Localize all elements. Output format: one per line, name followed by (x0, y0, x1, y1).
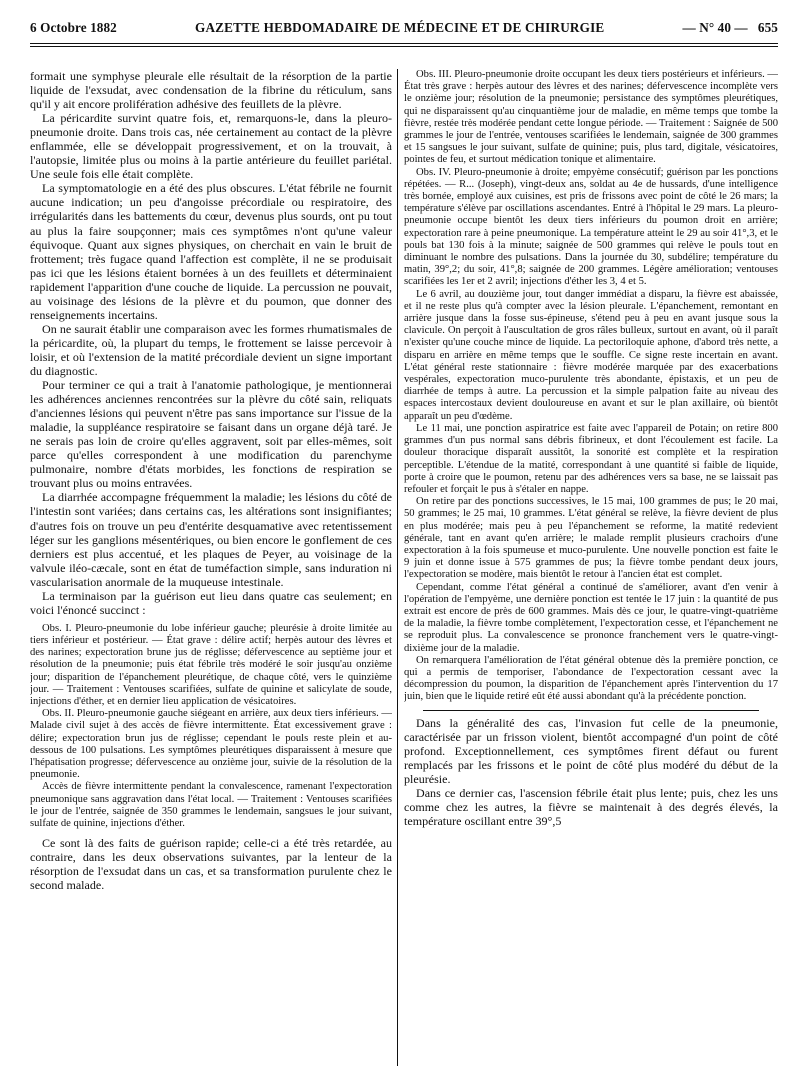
left-column-paragraph: Obs. I. Pleuro-pneumonie du lobe inférieur gauche; pleurésie à droite limitée au tiers inférieur et postérieur. — État grave : délire actif; herpès autour des lèvres et des narines; expectoration brune jus de réglisse; défervescence au septième jour et résolution de la pneumonie; puis état fébrile très modéré le soir jusqu'au onzième jour; disparition de l'épanchement pleurétique, de chaque côté, vers le quinzième jour. — Traitement : Ventouses scarifiées, sulfate de quinine et salicylate de soude, injections d'éther, et en dernier lieu application de vésicatoires. (30, 622, 392, 708)
left-column-paragraph: On ne saurait établir une comparaison avec les formes rhumatismales de la péricardite, où, la plupart du temps, le frottement se laisse percevoir à loisir, et où l'extension de la matité précordiale devient un signe important du diagnostic. (30, 321, 392, 378)
left-column-paragraph: Ce sont là des faits de guérison rapide; celle-ci a été très retardée, au contraire, dans les deux observations suivantes, par la lenteur de la résorption de l'exsudat dans un cas, et sa transformation purulente chez le second malade. (30, 836, 392, 893)
right-column-paragraph: On retire par des ponctions successives, le 15 mai, 100 grammes de pus; le 20 mai, 50 grammes; le 25 mai, 10 grammes. L'état général se relève, la fièvre devient de plus en plus modérée; mais peu à peu l'épanchement se reforme, la matité redevient générale, tant en avant qu'en arrière; le malade remplit plusieurs crachoirs d'une expectoration à la fois spumeuse et muco-purulente. Une nouvelle ponction est faite le 9 juin et donne issue à 575 grammes de pus; la fièvre tombe pendant deux jours, l'expectoration se modère, mais bientôt le retour à l'ancien état est complet. (404, 496, 778, 581)
journal-page (30, 20, 778, 1072)
right-column-paragraph: Obs. III. Pleuro-pneumonie droite occupant les deux tiers postérieurs et inférieurs. — État très grave : herpès autour des lèvres et des narines; défervescence incomplète vers le onzième jour; résolution de la pneumonie; persistance des symptômes pleurétiques, qui ne disparaissent qu'au cinquantième jour de maladie, en même temps que tombe la fièvre, restée très modérée pendant cette longue période. — Traitement : Saignée de 500 grammes le jour de l'entrée, ventouses scarifiées le lendemain, saignée de 300 grammes et 15 sangsues le jour suivant, sulfate de quinine; puis, plus tard, digitale, vésicatoires, pointes de feu, et surtout médication tonique et alimentaire. (404, 69, 778, 166)
left-column-paragraph: formait une symphyse pleurale elle résultait de la résorption de la partie liquide de l'exsudat, avec condensation de la fibrine du réticulum, sans qu'il y ait encore prolifération adhésive des feuillets de la plèvre. (30, 69, 392, 112)
column-divider (397, 69, 398, 1066)
left-column-paragraph: La péricardite survint quatre fois, et, remarquons-le, dans la pleuro-pneumonie droite. Dans trois cas, née certainement au contact de la plèvre enflammée, elle se développait progressivement, et on la trouvait, à l'autopsie, limitée plus ou moins à la partie antérieure du feuillet pariétal. Une seule fois elle était complète. (30, 111, 392, 182)
right-column-paragraph: On remarquera l'amélioration de l'état général obtenue dès la première ponction, ce qui a permis de temporiser, l'abondance de l'expectoration cessant avec la décompression du poumon, la disparition de l'épanchement après l'intervention du 17 juin, bien que le liquide retiré eût été aussi abondant qu'à la précédente ponction. (404, 654, 778, 703)
left-column-paragraph: La symptomatologie en a été des plus obscures. L'état fébrile ne fournit aucune indication; un peu d'angoisse précordiale ou respiratoire, des irrégularités dans les battements du cœur, devenus plus sourds, ont pu tout au plus la faire soupçonner; mais ces symptômes n'ont qu'une valeur équivoque. Quant aux signes physiques, on cherchait en vain le bruit de frottement; très fugace quand l'affection est complète, il ne se produisait pas ici que les lésions étaient bornées à un des feuillets et déterminaient rapidement l'apparition d'une couche de liquide. La percussion ne pouvait, au voisinage des lésions de la plèvre et du poumon, que donner des renseignements incertains. (30, 181, 392, 322)
left-column-paragraph: Accès de fièvre intermittente pendant la convalescence, ramenant l'expectoration pneumonique sans aggravation dans l'état local. — Traitement : Ventouses scarifiées le jour de l'entrée, saignée de 350 grammes le lendemain, sangsues le jour suivant, sulfate de quinine, injections d'éther. (30, 781, 392, 830)
header-journal-title: GAZETTE HEBDOMADAIRE DE MÉDECINE ET DE CHIRURGIE (194, 20, 605, 35)
right-column (404, 69, 778, 1072)
left-column (30, 69, 392, 1072)
right-column-paragraph: Le 11 mai, une ponction aspiratrice est faite avec l'appareil de Potain; on retire 800 grammes d'un pus normal sans débris fibrineux, et dont l'écoulement est facile. La douleur thoracique disparaît aussitôt, la sonorité est complète et la respiration perceptible. L'étendue de la matité, correspondant à une quantité si faible de liquide, porte à croire que le poumon, retenu par des adhérences vers sa base, ne se laissait pas refouler et forçait le pus à s'étaler en nappe. (404, 422, 778, 495)
right-column-paragraph: Cependant, comme l'état général a continué de s'améliorer, avant d'en venir à l'opération de l'empyème, une dernière ponction est tentée le 17 juin : la quantité de pus extrait est encore de près de 600 grammes. Mais dès ce jour, le quatre-vingt-quatrième de la maladie, la fièvre tombe complètement, l'expectoration cesse, et l'épanchement ne se reproduit plus. La convalescence se prononce franchement vers le quatre-vingt-dixième jour de la maladie. (404, 581, 778, 654)
right-column-paragraph: Obs. IV. Pleuro-pneumonie à droite; empyème consécutif; guérison par les ponctions répétées. — R... (Joseph), vingt-deux ans, soldat au 4e de hussards, d'une intelligence très bornée, employé aux cuisines, est pris de frissons avec point de côté le 26 mars; la température s'élève par oscillations ascendantes. Entré à l'hôpital le 29 mars. La pleuro-pneumonie occupe bientôt les deux tiers inférieurs du poumon droit en arrière; expectoration rare à peine pneumonique. La température atteint le 29 au soir 41°,3, et le pouls bat 130 fois à la minute; saignée de 500 grammes qui relève le pouls tout en diminuant le nombre des pulsations. Dans la journée du 30, subdélire; température du matin, 39°,2; du soir, 41°,8; saignée de 200 grammes. Légère amélioration; ventouses scarifiées les 1er et 2 avril; injections d'éther les 3, 4 et 5. (404, 166, 778, 288)
left-column-paragraph: Pour terminer ce qui a trait à l'anatomie pathologique, je mentionnerai les adhérences anciennes rencontrées sur la plèvre du côté sain, reliquats d'anciennes lésions qui peuvent n'être pas sans importance sur l'issue de la maladie, la suppléance respiratoire se faisant dans un organe déjà taré. Je ne serais pas loin de croire qu'elles aggravent, soit par elles-mêmes, soit parce qu'elles correspondent à une modification du parenchyme pulmonaire, nombre d'états morbides, les fonctions de respiration se trouvant plus ou moins entravées. (30, 378, 392, 491)
two-column-body (30, 69, 778, 1072)
running-header (30, 20, 778, 40)
right-column-paragraph: Le 6 avril, au douzième jour, tout danger immédiat a disparu, la fièvre est abaissée, et il ne reste plus qu'à compter avec la lésion pleurale. L'épanchement, remontant en arrière jusque dans la fosse sus-épineuse, s'étend peu à peu en avant jusque sous la clavicule. On perçoit à l'auscultation de gros râles bulleux, surtout en avant, où il paraît n'exister qu'une couche mince de liquide. La pectoriloquie aphone, d'abord très nette, a disparu en arrière en même temps que le souffle. Ce signe reste incertain en avant. L'état général reste stationnaire : fièvre modérée marquée par des exacerbations vespérales, expectoration muco-purulente très abondante, épistaxis, et un peu de diarrhée de temps à autre. La percussion et la simple palpation faite au niveau des espaces intercostaux devient douloureuse en avant et sur le plan axillaire, où bientôt apparaît un peu d'œdème. (404, 288, 778, 422)
header-page-number: 655 (757, 20, 778, 35)
left-column-paragraph: Obs. II. Pleuro-pneumonie gauche siégeant en arrière, aux deux tiers inférieurs. — Malade civil sujet à des accès de fièvre intermittente. État excessivement grave : délire; expectoration brun jus de réglisse; cependant le pouls reste plein et au-dessous de 100 pulsations. Les symptômes pleurétiques disparaissent à mesure que l'hépatisation progresse; défervescence au onzième jour, suivie de la résolution de la pneumonie. (30, 708, 392, 781)
header-issue-and-page (683, 20, 778, 36)
header-rule (30, 43, 778, 44)
section-separator-rule (423, 710, 760, 711)
header-issue: — N° 40 — (682, 20, 748, 35)
left-column-paragraph: La terminaison par la guérison eut lieu dans quatre cas seulement; en voici l'énoncé succinct : (30, 588, 392, 617)
header-rule-thin (30, 46, 778, 47)
header-date: 6 Octobre 1882 (30, 20, 117, 35)
right-column-paragraph: Dans la généralité des cas, l'invasion fut celle de la pneumonie, caractérisée par un frisson violent, bientôt accompagné d'un point de côté profond. Exceptionnellement, ces symptômes firent défaut ou furent remplacés par les frissons et le point de côté plus modéré du début de la pleurésie. (404, 715, 778, 786)
right-column-paragraph: Dans ce dernier cas, l'ascension fébrile était plus lente; puis, chez les uns comme chez les autres, la fièvre se maintenait à des degrés élevés, la température oscillant entre 39°,5 (404, 785, 778, 828)
left-column-paragraph: La diarrhée accompagne fréquemment la maladie; les lésions du côté de l'intestin sont variées; dans certains cas, les altérations sont insignifiantes; d'autres fois on trouve un peu d'entérite desquamative avec retentissement léger sur les ganglions mésentériques, ou bien encore le gonflement de ces derniers est plus accentué, et les plaques de Peyer, au voisinage de la valvule iléo-cæcale, sont en état de tuméfaction simple, sans induration ni vascularisation anormale de la muqueuse intestinale. (30, 490, 392, 589)
